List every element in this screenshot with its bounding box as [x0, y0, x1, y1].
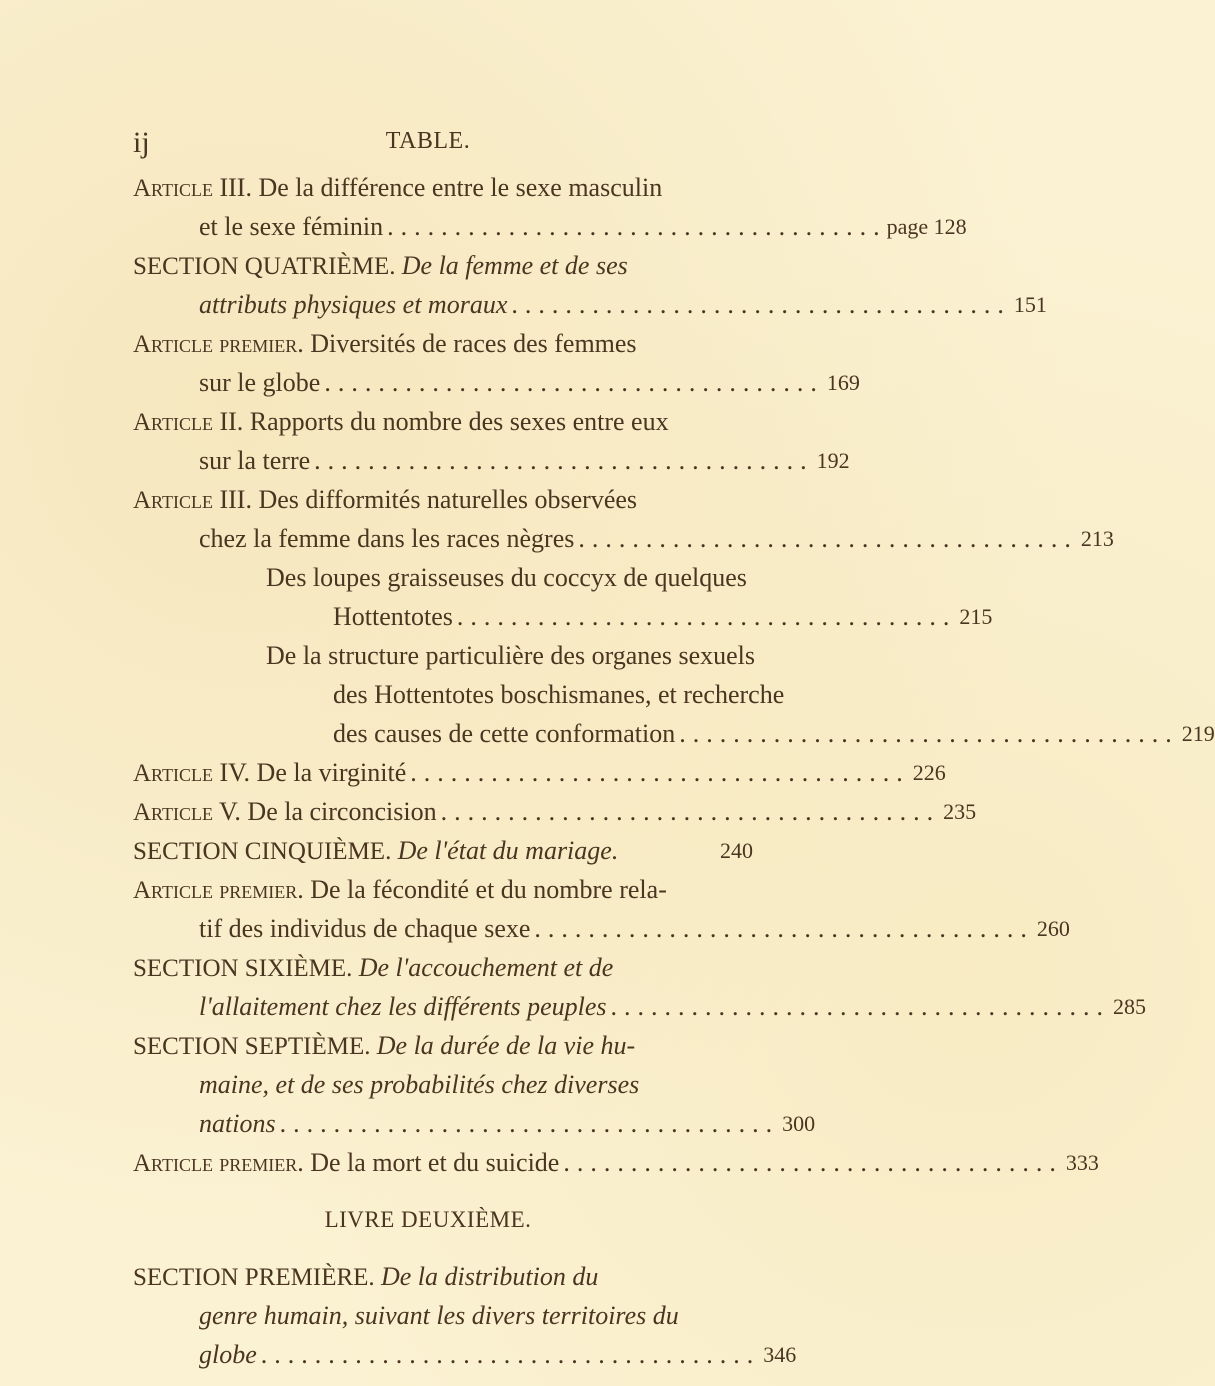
dot-leader — [635, 1026, 753, 1065]
toc-entry-line — [133, 909, 1070, 948]
toc-entry-line — [133, 987, 1147, 1026]
entry-text — [199, 1065, 639, 1104]
table-of-contents — [133, 168, 1215, 1374]
entry-title: chez la femme dans les races nègres — [199, 524, 575, 553]
dot-leader — [667, 870, 753, 909]
entry-title: III. De la différence entre le sexe masculin — [212, 173, 663, 202]
dot-leader: ..................................... — [260, 1340, 761, 1369]
page-folio: ij — [133, 126, 150, 159]
toc-entry-line — [133, 831, 753, 870]
dot-leader: ..................................... — [314, 446, 814, 475]
entry-text — [199, 909, 530, 948]
entry-text — [199, 519, 574, 558]
toc-entry-line — [133, 1065, 753, 1104]
dot-leader: ..................................... — [578, 524, 1078, 553]
entry-italic-title: De la durée de la vie hu- — [376, 1031, 636, 1060]
entry-italic-title: De l'accouchement et de — [358, 953, 614, 982]
page-number: 213 — [1080, 526, 1114, 551]
entry-text — [199, 1335, 257, 1374]
page-number: 240 — [720, 838, 753, 863]
book-title: LIVRE DEUXIÈME. — [324, 1207, 532, 1232]
toc-entry-line — [133, 1296, 753, 1335]
entry-text — [199, 1104, 276, 1143]
article-label: Article — [133, 175, 213, 202]
section-label: SECTION PREMIÈRE. — [133, 1264, 381, 1291]
entry-text — [333, 714, 675, 753]
toc-entry-line — [133, 753, 946, 792]
toc-entry-line — [133, 402, 753, 441]
page-number: 226 — [912, 760, 946, 785]
toc-entry-line — [133, 870, 753, 909]
toc-entry-line — [133, 168, 753, 207]
entry-text — [133, 246, 628, 285]
entry-title: . De la fécondité et du nombre rela- — [297, 875, 667, 904]
entry-title: tif des individus de chaque sexe — [199, 914, 531, 943]
entry-title: . Diversités de races des femmes — [297, 329, 637, 358]
article-label: Article premier — [133, 877, 298, 904]
dot-leader: ..................................... — [456, 602, 957, 631]
dot-leader — [637, 480, 753, 519]
entry-text — [133, 1257, 598, 1296]
article-label: Article — [133, 487, 213, 514]
entry-title: des Hottentotes boschismanes, et recherche — [333, 680, 785, 709]
page-number: 300 — [782, 1111, 816, 1136]
entry-text — [333, 597, 453, 636]
dot-leader — [598, 1257, 753, 1296]
dot-leader — [669, 402, 753, 441]
section-label: SECTION SEPTIÈME. — [133, 1033, 377, 1060]
toc-entry-line — [133, 1257, 753, 1296]
page-number: 169 — [826, 370, 860, 395]
page-number: 346 — [763, 1342, 797, 1367]
page-number: 151 — [1013, 292, 1047, 317]
dot-leader: ..................................... — [534, 914, 1034, 943]
dot-leader: ..................................... — [679, 719, 1179, 748]
entry-title: . De la mort et du suicide — [297, 1148, 560, 1177]
toc-entry-line — [133, 246, 753, 285]
toc-entry-line — [133, 636, 753, 675]
toc-entry-line — [133, 675, 785, 714]
dot-leader — [613, 948, 753, 987]
page-number: 215 — [959, 604, 993, 629]
entry-italic-title: De la distribution du — [380, 1262, 599, 1291]
toc-entry-line — [133, 1026, 753, 1065]
page-number: 285 — [1113, 994, 1147, 1019]
dot-leader: ..................................... — [610, 992, 1111, 1021]
dot-leader: ..................................... — [440, 797, 941, 826]
dot-leader: ..................................... — [324, 368, 824, 397]
entry-title: sur le globe — [199, 368, 321, 397]
entry-text — [199, 363, 320, 402]
entry-title: III. Des difformités naturelles observées — [212, 485, 638, 514]
dot-leader — [637, 324, 753, 363]
entry-text — [133, 402, 669, 441]
toc-entry-line — [133, 285, 1047, 324]
entry-text — [133, 1026, 635, 1065]
entry-text — [266, 636, 755, 675]
toc-entry-line — [133, 792, 977, 831]
entry-title: IV. De la virginité — [212, 758, 407, 787]
entry-text — [133, 792, 437, 831]
toc-entry-line — [133, 207, 967, 246]
entry-title: Hottentotes — [333, 602, 453, 631]
article-label: Article — [133, 799, 213, 826]
entry-text — [199, 1296, 679, 1335]
entry-italic-title: nations — [199, 1109, 276, 1138]
dot-leader — [747, 558, 753, 597]
entry-title: sur la terre — [199, 446, 311, 475]
toc-entry-line — [133, 324, 753, 363]
running-title: TABLE. — [385, 128, 471, 154]
entry-italic-title: maine, et de ses probabilités chez diverses — [199, 1070, 640, 1099]
entry-text — [199, 285, 507, 324]
toc-entry-line — [133, 597, 993, 636]
entry-text — [133, 948, 613, 987]
toc-entry-line — [133, 558, 753, 597]
article-label: Article — [133, 409, 213, 436]
section-label: SECTION CINQUIÈME. — [133, 838, 398, 865]
dot-leader: ..................................... — [410, 758, 910, 787]
toc-entry-line — [133, 519, 1114, 558]
toc-entry-line — [133, 1335, 797, 1374]
entry-italic-title: De l'état du mariage. — [397, 836, 619, 865]
page-number: 192 — [816, 448, 850, 473]
toc-entry-line — [133, 363, 860, 402]
section-label: SECTION SIXIÈME. — [133, 955, 359, 982]
section-label: SECTION QUATRIÈME. — [133, 253, 402, 280]
dot-leader — [784, 675, 788, 714]
entry-text — [133, 168, 662, 207]
entry-text — [199, 987, 607, 1026]
article-label: Article premier — [133, 1150, 298, 1177]
entry-text — [133, 324, 637, 363]
page-number: 235 — [943, 799, 977, 824]
entry-title: II. Rapports du nombre des sexes entre eux — [212, 407, 669, 436]
toc-entry-line — [133, 480, 753, 519]
dot-leader — [679, 1296, 753, 1335]
entry-italic-title: De la femme et de ses — [401, 251, 628, 280]
entry-text — [133, 870, 667, 909]
toc-entry-line — [133, 1104, 816, 1143]
entry-text — [333, 675, 784, 714]
entry-italic-title: globe — [199, 1340, 257, 1369]
entry-title: De la structure particulière des organes sexuels — [266, 641, 755, 670]
entry-text — [133, 480, 637, 519]
dot-leader: ..................................... — [563, 1148, 1063, 1177]
dot-leader — [662, 168, 753, 207]
entry-title: et le sexe féminin — [199, 212, 384, 241]
dot-leader — [618, 831, 717, 870]
entry-title: Des loupes graisseuses du coccyx de quelques — [266, 563, 747, 592]
entry-text — [133, 753, 406, 792]
page-number: page 128 — [886, 214, 967, 239]
toc-entry-line — [133, 948, 753, 987]
entry-text — [133, 831, 618, 870]
article-label: Article premier — [133, 331, 298, 358]
page-header — [133, 126, 723, 166]
toc-entry-line — [133, 1143, 1099, 1182]
entry-title: V. De la circoncision — [212, 797, 437, 826]
page-number: 260 — [1036, 916, 1070, 941]
dot-leader — [755, 636, 759, 675]
dot-leader — [639, 1065, 753, 1104]
dot-leader — [628, 246, 753, 285]
toc-entry-line — [133, 714, 1215, 753]
entry-text — [199, 207, 383, 246]
entry-text — [199, 441, 310, 480]
entry-italic-title: attributs physiques et moraux — [199, 290, 508, 319]
dot-leader: ..................................... — [387, 212, 887, 241]
dot-leader: ..................................... — [279, 1109, 780, 1138]
entry-text — [133, 1143, 559, 1182]
entry-italic-title: l'allaitement chez les différents peuples — [199, 992, 607, 1021]
entry-italic-title: genre humain, suivant les divers territoires du — [199, 1301, 679, 1330]
page-number: 219 — [1181, 721, 1215, 746]
article-label: Article — [133, 760, 213, 787]
entry-text — [266, 558, 747, 597]
toc-entry-line — [133, 441, 850, 480]
page-number: 333 — [1065, 1150, 1099, 1175]
book-heading — [133, 1200, 753, 1239]
entry-title: des causes de cette conformation — [333, 719, 676, 748]
dot-leader: ..................................... — [511, 290, 1011, 319]
